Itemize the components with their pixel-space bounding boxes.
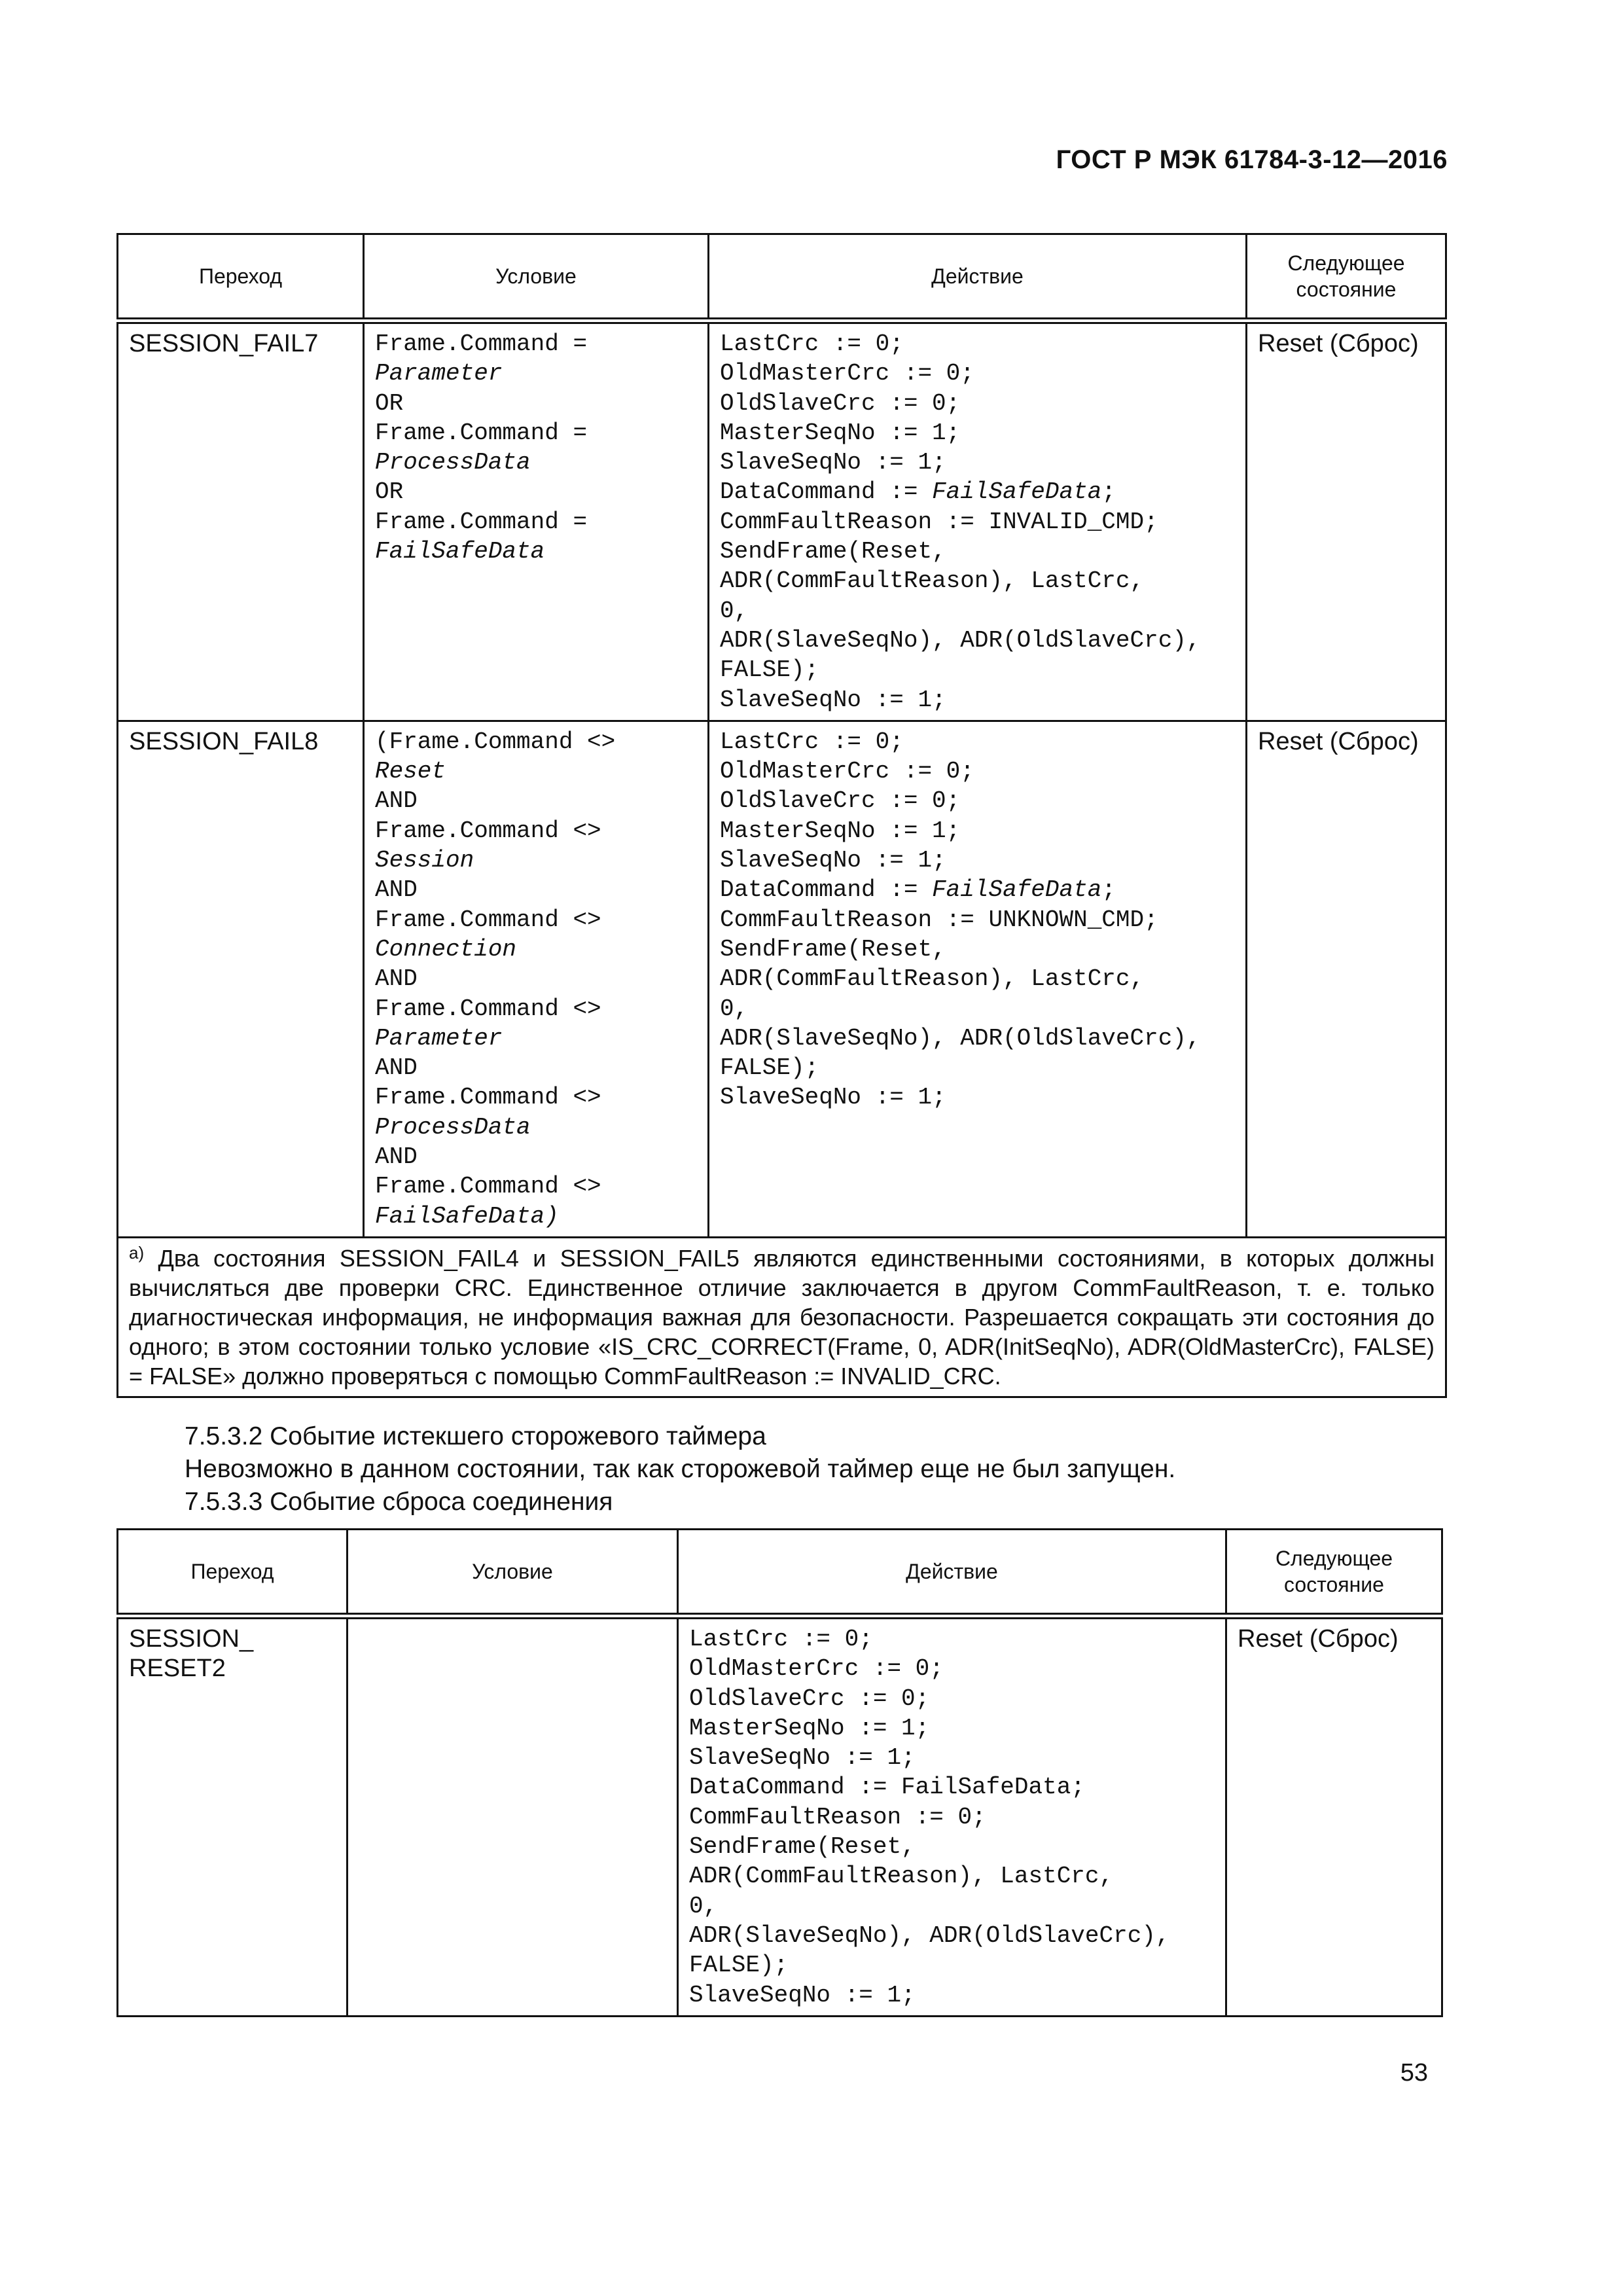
code-line: FALSE); <box>720 1054 819 1082</box>
footnote-row <box>118 1237 1446 1397</box>
code-line: SendFrame(Reset, <box>689 1833 916 1861</box>
code-line: ProcessData <box>375 449 531 476</box>
code-line: FALSE); <box>720 656 819 684</box>
code-line: Parameter <box>375 360 503 387</box>
code-line: AND <box>375 876 418 904</box>
code-line: MasterSeqNo := 1; <box>689 1714 930 1742</box>
code-line: SlaveSeqNo := 1; <box>720 449 946 476</box>
action-cell <box>678 1616 1226 2016</box>
footnote-cell <box>118 1237 1446 1397</box>
clause-heading-7-5-3-2: 7.5.3.2 Событие истекшего сторожевого таймера <box>185 1422 766 1450</box>
code-line: ADR(CommFaultReason), LastCrc, <box>720 567 1145 595</box>
code-line: Session <box>375 847 474 874</box>
code-line: Frame.Command <> <box>375 906 601 933</box>
code-token: FailSafeData <box>932 876 1102 904</box>
code-line: OldSlaveCrc := 0; <box>720 787 961 815</box>
clause-text: Невозможно в данном состоянии, так как сторожевой таймер еще не был запущен. <box>185 1455 1176 1483</box>
code-line: OldMasterCrc := 0; <box>720 360 974 387</box>
col-header-action: Действие <box>678 1530 1226 1617</box>
code-line: Frame.Command = <box>375 508 588 535</box>
code-line: ProcessData <box>375 1113 531 1141</box>
footnote-text: Два состояния SESSION_FAIL4 и SESSION_FAIL5 являются единственными состояниями, в которых должны вычисляться две проверки CRC. Единственное отличие заключается в другом CommFaultReason, т. е. только диагностическая информация, не информация важная для безопасности. Разрешается сокращать эти состояния до одного; в этом состоянии только условие «IS_CRC_CORRECT(Frame, 0, ADR(InitSeqNo), ADR(OldMasterCrc), FALSE) = FALSE» должно проверяться с помощью CommFaultReason := INVALID_CRC. <box>129 1244 1435 1390</box>
code-line: DataCommand := FailSafeData; <box>720 478 1116 506</box>
code-line: AND <box>375 965 418 993</box>
next-state-cell: Reset (Сброс) <box>1226 1616 1442 2016</box>
code-line: AND <box>375 1143 418 1171</box>
code-line: SlaveSeqNo := 1; <box>689 1744 916 1772</box>
code-line: Frame.Command <> <box>375 1173 601 1200</box>
code-line: FailSafeData <box>375 538 545 565</box>
code-line: LastCrc := 0; <box>689 1626 873 1653</box>
code-line: OldSlaveCrc := 0; <box>720 389 961 417</box>
code-line: ADR(SlaveSeqNo), ADR(OldSlaveCrc), <box>720 626 1201 654</box>
code-line: SlaveSeqNo := 1; <box>720 1084 946 1111</box>
footnote-marker: а) <box>129 1242 145 1263</box>
transition-cell: SESSION_FAIL8 <box>118 721 364 1237</box>
col-header-transition: Переход <box>118 1530 348 1617</box>
code-line: 0, <box>720 995 749 1022</box>
code-line: CommFaultReason := UNKNOWN_CMD; <box>720 906 1158 933</box>
code-line: ADR(SlaveSeqNo), ADR(OldSlaveCrc), <box>720 1024 1201 1052</box>
code-line: Connection <box>375 935 517 963</box>
code-line: DataCommand := FailSafeData; <box>720 876 1116 904</box>
col-header-next-state: Следующее состояние <box>1247 234 1446 321</box>
col-header-condition: Условие <box>348 1530 678 1617</box>
condition-cell <box>364 321 709 721</box>
code-line: DataCommand := FailSafeData; <box>689 1774 1085 1801</box>
code-line: Frame.Command = <box>375 331 588 357</box>
code-line: Frame.Command <> <box>375 995 601 1022</box>
code-line: ADR(CommFaultReason), LastCrc, <box>720 965 1145 993</box>
code-line: CommFaultReason := 0; <box>689 1803 986 1831</box>
code-line: Parameter <box>375 1024 503 1052</box>
code-line: ADR(SlaveSeqNo), ADR(OldSlaveCrc), <box>689 1922 1170 1949</box>
condition-cell <box>348 1616 678 2016</box>
code-line: 0, <box>720 597 749 624</box>
code-line: ADR(CommFaultReason), LastCrc, <box>689 1863 1114 1890</box>
code-line: SlaveSeqNo := 1; <box>720 847 946 874</box>
code-line: MasterSeqNo := 1; <box>720 419 961 446</box>
code-line: CommFaultReason := INVALID_CMD; <box>720 508 1158 535</box>
transition-table-2 <box>116 1528 1443 2017</box>
condition-cell <box>364 721 709 1237</box>
code-line: Frame.Command = <box>375 419 588 446</box>
code-line: 0, <box>689 1892 718 1920</box>
transition-cell: SESSION_ RESET2 <box>118 1616 348 2016</box>
code-line: LastCrc := 0; <box>720 728 904 755</box>
next-state-cell: Reset (Сброс) <box>1247 321 1446 721</box>
standard-header: ГОСТ Р МЭК 61784-3-12—2016 <box>1056 145 1448 174</box>
code-line: Frame.Command <> <box>375 1084 601 1111</box>
code-line: OldMasterCrc := 0; <box>689 1655 944 1683</box>
code-line: OldMasterCrc := 0; <box>720 758 974 785</box>
action-cell <box>709 721 1247 1237</box>
table-row <box>118 321 1446 721</box>
transition-cell: SESSION_FAIL7 <box>118 321 364 721</box>
code-line: LastCrc := 0; <box>720 331 904 357</box>
code-line: SendFrame(Reset, <box>720 538 946 565</box>
action-cell <box>709 321 1247 721</box>
col-header-next-state: Следующее состояние <box>1226 1530 1442 1617</box>
code-line: AND <box>375 787 418 815</box>
code-line: Reset <box>375 758 446 785</box>
col-header-action: Действие <box>709 234 1247 321</box>
code-line: SendFrame(Reset, <box>720 935 946 963</box>
col-header-transition: Переход <box>118 234 364 321</box>
code-line: FailSafeData) <box>375 1202 559 1230</box>
code-line: Frame.Command <> <box>375 817 601 844</box>
table-row <box>118 1616 1442 2016</box>
code-line: MasterSeqNo := 1; <box>720 817 961 844</box>
page-number: 53 <box>1400 2059 1428 2087</box>
table-row <box>118 721 1446 1237</box>
code-line: SlaveSeqNo := 1; <box>720 686 946 713</box>
code-line: OldSlaveCrc := 0; <box>689 1685 930 1712</box>
clause-heading-7-5-3-3: 7.5.3.3 Событие сброса соединения <box>185 1488 613 1516</box>
code-line: AND <box>375 1054 418 1082</box>
code-line: FALSE); <box>689 1952 789 1979</box>
code-line: SlaveSeqNo := 1; <box>689 1981 916 2009</box>
code-line: (Frame.Command <> <box>375 728 616 755</box>
col-header-condition: Условие <box>364 234 709 321</box>
transition-table-1 <box>116 233 1447 1398</box>
code-line: OR <box>375 389 404 417</box>
next-state-cell: Reset (Сброс) <box>1247 721 1446 1237</box>
code-line: OR <box>375 478 404 506</box>
code-token: FailSafeData <box>932 478 1102 506</box>
